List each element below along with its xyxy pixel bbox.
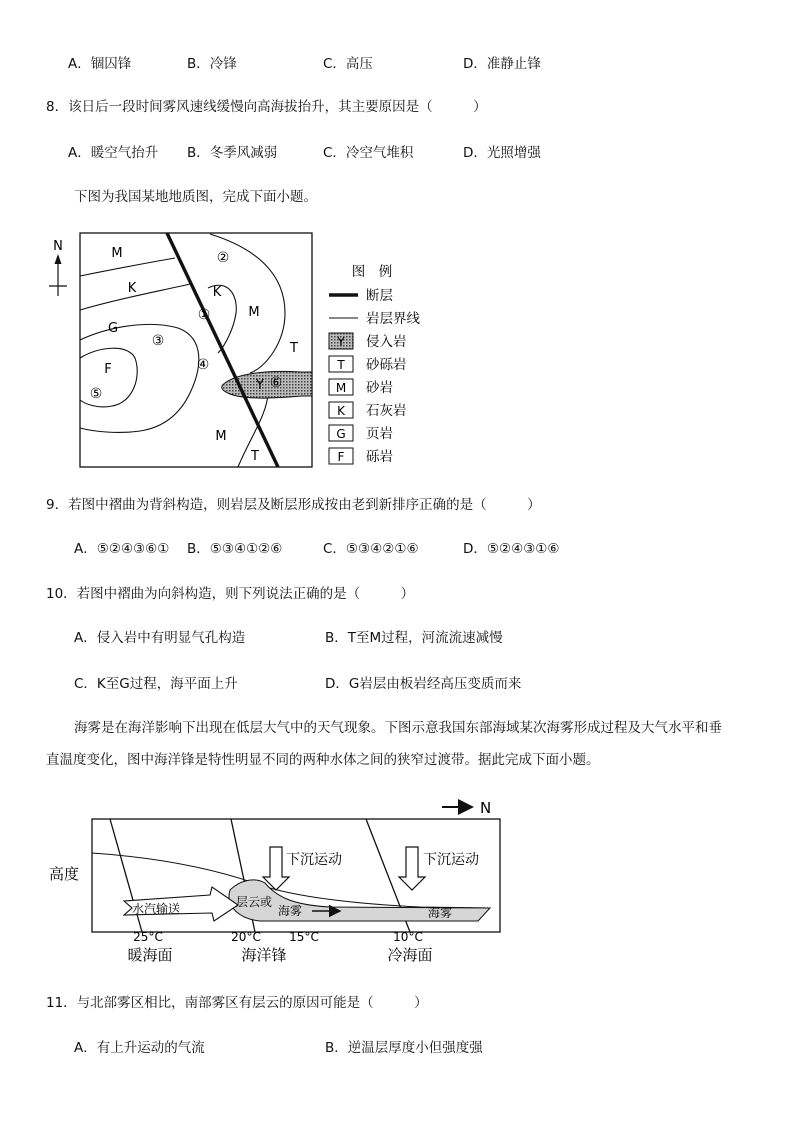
sink-label-1: 下沉运动	[286, 852, 342, 868]
legend-fault	[329, 288, 393, 304]
q10-option-b: B．T至M过程，河流流速减慢	[325, 630, 503, 646]
intro-sea-fog-line2: 直温度变化，图中海洋锋是特性明显不同的两种水体之间的狭窄过渡带。据此完成下面小题。	[46, 752, 600, 768]
legend-title: 图 例	[351, 264, 393, 280]
q8-option-d: D．光照增强	[463, 145, 541, 161]
q8-option-c: C．冷空气堆积	[323, 145, 414, 161]
svg-text:侵入岩: 侵入岩	[366, 334, 407, 350]
circled-number-2: ②	[216, 250, 230, 266]
stratus-label: 层云或	[236, 895, 273, 909]
q10-option-c: C．K至G过程，海平面上升	[74, 676, 238, 692]
rock-letter-f: F	[104, 362, 112, 377]
fog-label-b: 海雾	[428, 906, 453, 920]
temp-20: 20°C	[231, 930, 261, 944]
legend-k	[329, 402, 407, 419]
circled-number-5: ⑤	[89, 386, 103, 402]
svg-text:G: G	[336, 427, 346, 441]
svg-text:断层: 断层	[366, 288, 393, 304]
circled-number-1: ①	[197, 307, 211, 323]
q11-stem: 11．与北部雾区相比，南部雾区有层云的原因可能是（ ）	[46, 995, 428, 1011]
q7-option-a: A．锢囚锋	[68, 56, 132, 72]
svg-text:T: T	[337, 358, 345, 372]
svg-text:页岩: 页岩	[366, 426, 393, 442]
circled-number-6: ⑥	[269, 375, 283, 391]
rock-letter-k-1: K	[127, 281, 137, 296]
q9-option-c: C．⑤③④②①⑥	[323, 541, 419, 557]
geology-map	[40, 228, 440, 478]
intro-geology-map: 下图为我国某地地质图，完成下面小题。	[74, 189, 317, 205]
svg-text:M: M	[335, 381, 347, 395]
q10-option-a: A．侵入岩中有明显气孔构造	[74, 630, 246, 646]
temp-10: 10°C	[393, 930, 423, 944]
q8-option-a: A．暖空气抬升	[68, 145, 159, 161]
svg-text:砂砾岩: 砂砾岩	[366, 357, 407, 373]
q9-option-d: D．⑤②④③①⑥	[463, 541, 560, 557]
legend-boundary	[329, 310, 420, 327]
svg-text:砾岩: 砾岩	[366, 449, 393, 465]
svg-text:F: F	[337, 450, 345, 464]
q7-option-d: D．准静止锋	[463, 56, 541, 72]
legend-intrusive	[329, 333, 407, 350]
circled-number-3: ③	[151, 333, 165, 349]
rock-letter-m-2: M	[248, 305, 260, 320]
fog-north-label: N	[480, 799, 492, 817]
svg-text:砂岩: 砂岩	[366, 380, 393, 396]
sea-fog-diagram	[40, 795, 510, 970]
q7-option-b: B．冷锋	[187, 56, 237, 72]
temp-15: 15°C	[289, 930, 319, 944]
intro-sea-fog-line1: 海雾是在海洋影响下出现在低层大气中的天气现象。下图示意我国东部海域某次海雾形成过程及大气水平和垂	[74, 720, 722, 736]
rock-letter-m-1: M	[111, 246, 123, 261]
temp-25: 25°C	[133, 930, 163, 944]
svg-text:Y: Y	[337, 335, 345, 349]
north-arrow-icon	[49, 254, 67, 296]
q8-option-b: B．冬季风减弱	[187, 145, 278, 161]
svg-text:岩层界线: 岩层界线	[366, 311, 420, 327]
q9-stem: 9．若图中褶曲为背斜构造，则岩层及断层形成按由老到新排序正确的是（ ）	[46, 497, 541, 513]
legend-g	[329, 425, 393, 442]
rock-letter-t-1: T	[290, 341, 298, 356]
q8-stem: 8．该日后一段时间雾风速线缓慢向高海拔抬升，其主要原因是（ ）	[46, 99, 487, 115]
legend-m	[329, 379, 393, 396]
legend-f	[329, 448, 393, 465]
q11-option-a: A．有上升运动的气流	[74, 1040, 205, 1056]
q9-option-a: A．⑤②④③⑥①	[74, 541, 170, 557]
q9-option-b: B．⑤③④①②⑥	[187, 541, 283, 557]
height-axis-label: 高度	[49, 865, 80, 883]
rock-letter-y: Y	[256, 378, 264, 393]
rock-letter-k-2: K	[212, 285, 222, 300]
q10-stem: 10．若图中褶曲为向斜构造，则下列说法正确的是（ ）	[46, 586, 415, 602]
svg-text:石灰岩: 石灰岩	[366, 403, 407, 419]
q11-option-b: B．逆温层厚度小但强度强	[325, 1040, 483, 1056]
sink-label-2: 下沉运动	[423, 852, 479, 868]
region-ocean-front: 海洋锋	[241, 946, 287, 964]
region-cold-sea: 冷海面	[387, 946, 433, 964]
fog-label-a: 海雾	[278, 904, 303, 918]
q7-option-c: C．高压	[323, 56, 373, 72]
rock-letter-g: G	[107, 321, 119, 336]
sink-arrow-2-icon	[399, 847, 425, 890]
rock-letter-m-3: M	[215, 429, 227, 444]
vapor-transport-label: 水汽输送	[132, 902, 181, 916]
circled-number-4: ④	[196, 357, 210, 373]
map-north-label: N	[53, 239, 63, 254]
q10-option-d: D．G岩层由板岩经高压变质而来	[325, 676, 522, 692]
svg-text:K: K	[337, 404, 345, 418]
rock-letter-t-2: T	[251, 449, 259, 464]
legend-t	[329, 356, 407, 373]
region-warm-sea: 暖海面	[127, 946, 173, 964]
